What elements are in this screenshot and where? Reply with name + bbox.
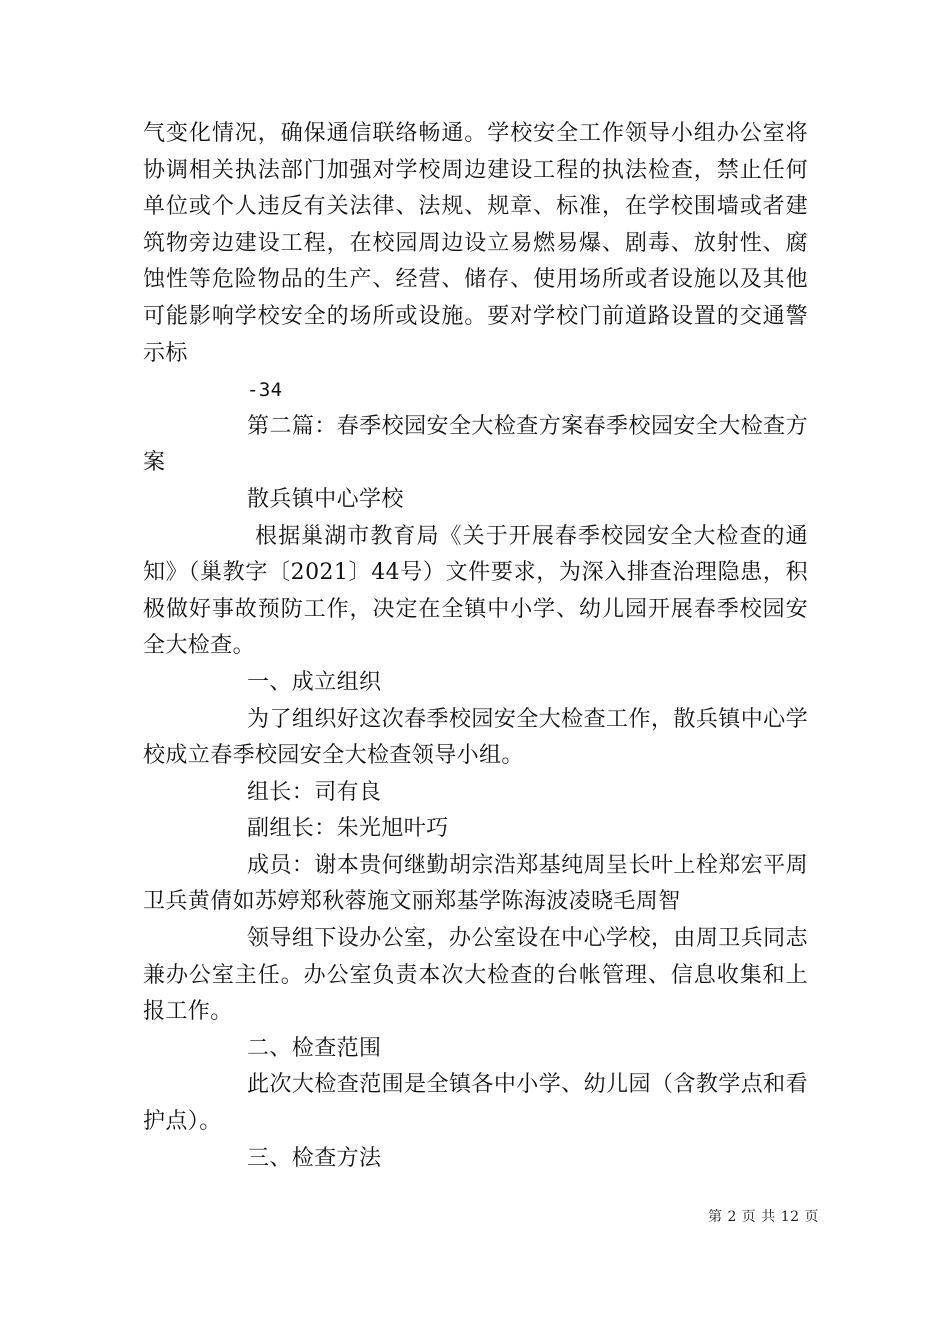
paragraph-office: 领导组下设办公室，办公室设在中心学校，由周卫兵同志兼办公室主任。办公室负责本次大检查的台帐管理、信息收集和上报工作。 xyxy=(143,926,808,1025)
page-footer: 第 2 页 共 12 页 xyxy=(708,1209,819,1225)
paragraph-scope: 此次大检查范围是全镇各中小学、幼儿园（含教学点和看护点）。 xyxy=(143,1072,808,1135)
school-name: 散兵镇中心学校 xyxy=(247,486,404,512)
paragraph-organization: 为了组织好这次春季校园安全大检查工作，散兵镇中心学校成立春季校园安全大检查领导小组。 xyxy=(143,706,808,769)
page-number-fragment: -34 xyxy=(247,379,283,402)
paragraph-continuation: 气变化情况，确保通信联络畅通。学校安全工作领导小组办公室将协调相关执法部门加强对学校周边建设工程的执法检查，禁止任何单位或个人违反有关法律、法规、规章、标准，在学校围墙或者建筑物旁边建设工程，在校园周边设立易燃易爆、剧毒、放射性、腐蚀性等危险物品的生产、经营、储存、使用场所或者设施以及其他可能影响学校安全的场所或设施。要对学校门前道路设置的交通警示标 xyxy=(143,121,808,366)
paragraph-intro: 根据巢湖市教育局《关于开展春季校园安全大检查的通知》（巢教字〔2021〕44号）文件要求，为深入排查治理隐患，积极做好事故预防工作，决定在全镇中小学、幼儿园开展春季校园安全大检查。 xyxy=(143,523,808,659)
deputy-leader: 副组长：朱光旭叶巧 xyxy=(247,816,449,842)
team-leader: 组长：司有良 xyxy=(247,779,382,805)
team-members: 成员：谢本贵何继勤胡宗浩郑基纯周呈长叶上栓郑宏平周卫兵黄倩如苏婷郑秋蓉施文丽郑基学陈海波凌晓毛周智 xyxy=(143,852,808,915)
heading-organization: 一、成立组织 xyxy=(247,669,382,695)
heading-scope: 二、检查范围 xyxy=(247,1035,382,1061)
heading-method: 三、检查方法 xyxy=(247,1145,382,1171)
document-body xyxy=(143,116,808,1177)
section-title: 第二篇：春季校园安全大检查方案春季校园安全大检查方案 xyxy=(143,413,808,476)
